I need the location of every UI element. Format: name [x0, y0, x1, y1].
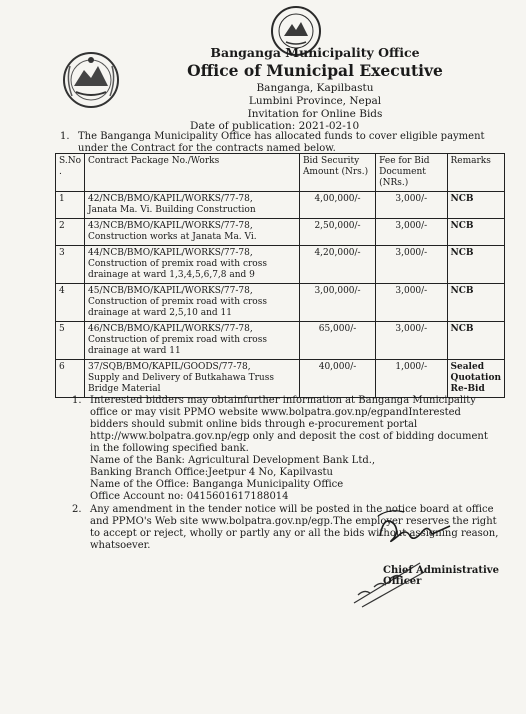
cell-fee: 3,000/- [376, 322, 447, 360]
cell-fee: 3,000/- [376, 246, 447, 284]
table-row [56, 246, 505, 284]
cell-sno: 1 [56, 192, 85, 219]
table-row [56, 219, 505, 246]
cell-desc: Construction of premix road with cross drainage at ward 11 [88, 335, 267, 356]
bank-name: Name of the Bank: Agricultural Development Bank Ltd., [90, 455, 376, 466]
cell-sno: 6 [56, 360, 85, 398]
cell-code: 42/NCB/BMO/KAPIL/WORKS/77-78, [88, 194, 253, 204]
cell-code: 43/NCB/BMO/KAPIL/WORKS/77-78, [88, 221, 253, 231]
cell-fee: 1,000/- [376, 360, 447, 398]
cell-fee: 3,000/- [376, 192, 447, 219]
cell-work [85, 219, 300, 246]
office-address: Banganga, Kapilbastu [256, 82, 374, 94]
cell-remarks: NCB [447, 284, 505, 322]
note-1 [60, 395, 500, 503]
cell-code: 45/NCB/BMO/KAPIL/WORKS/77-78, [88, 286, 253, 296]
cell-code: 46/NCB/BMO/KAPIL/WORKS/77-78, [88, 324, 253, 334]
header-remarks: Remarks [447, 154, 505, 192]
cell-remarks: NCB [447, 192, 505, 219]
note-1-number: 1. [72, 395, 82, 406]
cell-bid: 40,000/- [299, 360, 375, 398]
cell-desc: Janata Ma. Vi. Building Construction [88, 205, 256, 215]
office-name: Banganga Municipality Office [210, 45, 420, 60]
header-bid: Bid Security Amount (Nrs.) [299, 154, 375, 192]
cell-sno: 2 [56, 219, 85, 246]
cell-code: 37/SQB/BMO/KAPIL/GOODS/77-78, [88, 362, 251, 372]
table-row [56, 192, 505, 219]
header-sno: S.No . [56, 154, 85, 192]
cell-work [85, 360, 300, 398]
account-number: Office Account no: 0415601617188014 [90, 491, 289, 502]
intro-text: The Banganga Municipality Office has allocated funds to cover eligible payment under the Contract for the contracts named below. [78, 131, 485, 154]
cell-sno: 3 [56, 246, 85, 284]
invitation-heading: Invitation for Online Bids [247, 108, 383, 120]
cell-desc: Construction of premix road with cross drainage at ward 2,5,10 and 11 [88, 297, 267, 318]
cell-work [85, 322, 300, 360]
cell-work [85, 284, 300, 322]
cell-bid: 4,00,000/- [299, 192, 375, 219]
cell-bid: 2,50,000/- [299, 219, 375, 246]
government-emblem-icon [62, 46, 120, 114]
cell-bid: 3,00,000/- [299, 284, 375, 322]
cell-remarks: NCB [447, 322, 505, 360]
table-row [56, 360, 505, 398]
table-header-row [56, 154, 505, 192]
intro-paragraph [60, 131, 500, 155]
account-name: Name of the Office: Banganga Municipality Office [90, 479, 344, 490]
cell-bid: 4,20,000/- [299, 246, 375, 284]
cell-sno: 5 [56, 322, 85, 360]
bank-branch: Banking Branch Office:Jeetpur 4 No, Kapilvastu [90, 467, 333, 478]
cell-fee: 3,000/- [376, 284, 447, 322]
signatory-title: Chief Administrative Officer [383, 565, 499, 587]
cell-remarks: NCB [447, 246, 505, 284]
header-fee: Fee for Bid Document (NRs.) [376, 154, 447, 192]
cell-desc: Construction of premix road with cross drainage at ward 1,3,4,5,6,7,8 and 9 [88, 259, 267, 280]
bids-table [55, 153, 505, 398]
note-1-text: Interested bidders may obtainfurther information at Banganga Municipality office or may visit PPMO website www.bolpatra.gov.np/egpandInterested bidders should submit online bids through e-procurement portal http://www.bolpatra.gov.np/egp only and deposit the cost of bidding document in the following specified bank. [90, 395, 488, 454]
table-row [56, 322, 505, 360]
cell-desc: Supply and Delivery of Butkahawa Truss Bridge Material [88, 373, 274, 394]
cell-work [85, 246, 300, 284]
province: Lumbini Province, Nepal [248, 95, 382, 107]
intro-number: 1. [60, 131, 70, 142]
header-work: Contract Package No./Works [85, 154, 300, 192]
cell-work [85, 192, 300, 219]
table-row [56, 284, 505, 322]
publication-date: Date of publication: 2021-02-10 [190, 120, 360, 132]
cell-desc: Construction works at Janata Ma. Vi. [88, 232, 257, 242]
cell-fee: 3,000/- [376, 219, 447, 246]
cell-bid: 65,000/- [299, 322, 375, 360]
executive-title: Office of Municipal Executive [187, 61, 443, 80]
note-2-text: Any amendment in the tender notice will be posted in the notice board at office and PPMO's Web site www.bolpatra.gov.np/egp.The employer reserves the right to accept or reject, wholly or partly any or all the bids without assigning reason, whatsoever. [90, 504, 499, 551]
cell-sno: 4 [56, 284, 85, 322]
note-2-number: 2. [72, 504, 82, 515]
cell-remarks: Sealed Quotation Re-Bid [447, 360, 505, 398]
signature-icon [370, 506, 460, 551]
cell-code: 44/NCB/BMO/KAPIL/WORKS/77-78, [88, 248, 253, 258]
cell-remarks: NCB [447, 219, 505, 246]
